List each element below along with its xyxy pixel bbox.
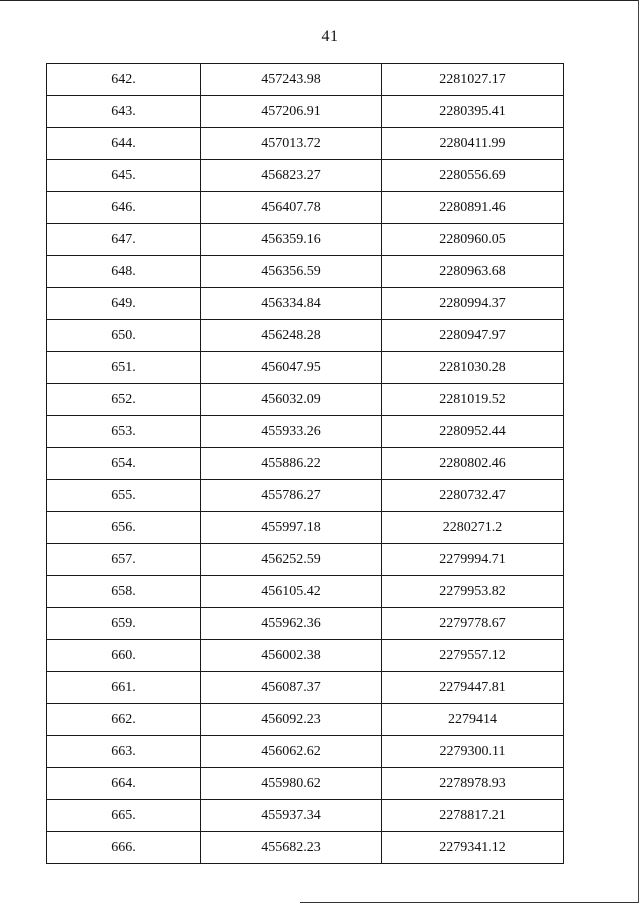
table-row <box>47 64 564 96</box>
row-number-cell: 665. <box>47 800 201 832</box>
table-row <box>47 704 564 736</box>
y-coordinate-cell: 2279414 <box>382 704 564 736</box>
row-number-cell: 654. <box>47 448 201 480</box>
row-number-cell: 643. <box>47 96 201 128</box>
row-number-cell: 663. <box>47 736 201 768</box>
y-coordinate-cell: 2278978.93 <box>382 768 564 800</box>
x-coordinate-cell: 455886.22 <box>201 448 382 480</box>
y-coordinate-cell: 2279994.71 <box>382 544 564 576</box>
y-coordinate-cell: 2278817.21 <box>382 800 564 832</box>
x-coordinate-cell: 455682.23 <box>201 832 382 864</box>
table-row <box>47 768 564 800</box>
x-coordinate-cell: 456823.27 <box>201 160 382 192</box>
y-coordinate-cell: 2279300.11 <box>382 736 564 768</box>
table-row <box>47 352 564 384</box>
x-coordinate-cell: 456334.84 <box>201 288 382 320</box>
row-number-cell: 647. <box>47 224 201 256</box>
y-coordinate-cell: 2280802.46 <box>382 448 564 480</box>
page-edge-right <box>638 0 639 903</box>
y-coordinate-cell: 2279778.67 <box>382 608 564 640</box>
y-coordinate-cell: 2280271.2 <box>382 512 564 544</box>
table-row <box>47 160 564 192</box>
row-number-cell: 656. <box>47 512 201 544</box>
y-coordinate-cell: 2280952.44 <box>382 416 564 448</box>
table-row <box>47 832 564 864</box>
coordinates-table <box>46 63 564 864</box>
row-number-cell: 652. <box>47 384 201 416</box>
row-number-cell: 644. <box>47 128 201 160</box>
x-coordinate-cell: 456359.16 <box>201 224 382 256</box>
row-number-cell: 658. <box>47 576 201 608</box>
x-coordinate-cell: 456248.28 <box>201 320 382 352</box>
row-number-cell: 645. <box>47 160 201 192</box>
y-coordinate-cell: 2279341.12 <box>382 832 564 864</box>
row-number-cell: 655. <box>47 480 201 512</box>
row-number-cell: 666. <box>47 832 201 864</box>
row-number-cell: 657. <box>47 544 201 576</box>
row-number-cell: 662. <box>47 704 201 736</box>
row-number-cell: 664. <box>47 768 201 800</box>
y-coordinate-cell: 2280994.37 <box>382 288 564 320</box>
page-edge-bottom <box>300 902 638 903</box>
y-coordinate-cell: 2279557.12 <box>382 640 564 672</box>
x-coordinate-cell: 456092.23 <box>201 704 382 736</box>
table-row <box>47 640 564 672</box>
row-number-cell: 660. <box>47 640 201 672</box>
y-coordinate-cell: 2281030.28 <box>382 352 564 384</box>
row-number-cell: 642. <box>47 64 201 96</box>
x-coordinate-cell: 456087.37 <box>201 672 382 704</box>
table-row <box>47 256 564 288</box>
y-coordinate-cell: 2279447.81 <box>382 672 564 704</box>
y-coordinate-cell: 2280960.05 <box>382 224 564 256</box>
y-coordinate-cell: 2280732.47 <box>382 480 564 512</box>
table-row <box>47 448 564 480</box>
y-coordinate-cell: 2279953.82 <box>382 576 564 608</box>
row-number-cell: 646. <box>47 192 201 224</box>
table-row <box>47 416 564 448</box>
y-coordinate-cell: 2280947.97 <box>382 320 564 352</box>
page-edge-top <box>0 0 638 1</box>
y-coordinate-cell: 2281019.52 <box>382 384 564 416</box>
y-coordinate-cell: 2281027.17 <box>382 64 564 96</box>
x-coordinate-cell: 456002.38 <box>201 640 382 672</box>
table-row <box>47 128 564 160</box>
table-row <box>47 96 564 128</box>
row-number-cell: 653. <box>47 416 201 448</box>
x-coordinate-cell: 456356.59 <box>201 256 382 288</box>
y-coordinate-cell: 2280395.41 <box>382 96 564 128</box>
row-number-cell: 651. <box>47 352 201 384</box>
table-row <box>47 192 564 224</box>
table-row <box>47 480 564 512</box>
x-coordinate-cell: 456032.09 <box>201 384 382 416</box>
row-number-cell: 659. <box>47 608 201 640</box>
x-coordinate-cell: 456407.78 <box>201 192 382 224</box>
x-coordinate-cell: 456252.59 <box>201 544 382 576</box>
table-row <box>47 672 564 704</box>
x-coordinate-cell: 455962.36 <box>201 608 382 640</box>
page-number: 41 <box>321 28 339 45</box>
y-coordinate-cell: 2280556.69 <box>382 160 564 192</box>
x-coordinate-cell: 456062.62 <box>201 736 382 768</box>
x-coordinate-cell: 455937.34 <box>201 800 382 832</box>
row-number-cell: 661. <box>47 672 201 704</box>
table-row <box>47 224 564 256</box>
row-number-cell: 650. <box>47 320 201 352</box>
y-coordinate-cell: 2280963.68 <box>382 256 564 288</box>
table-row <box>47 384 564 416</box>
x-coordinate-cell: 456047.95 <box>201 352 382 384</box>
x-coordinate-cell: 455786.27 <box>201 480 382 512</box>
table-row <box>47 320 564 352</box>
coordinates-table-body <box>47 64 564 864</box>
table-row <box>47 544 564 576</box>
table-row <box>47 512 564 544</box>
x-coordinate-cell: 456105.42 <box>201 576 382 608</box>
x-coordinate-cell: 457243.98 <box>201 64 382 96</box>
row-number-cell: 649. <box>47 288 201 320</box>
y-coordinate-cell: 2280411.99 <box>382 128 564 160</box>
x-coordinate-cell: 457206.91 <box>201 96 382 128</box>
y-coordinate-cell: 2280891.46 <box>382 192 564 224</box>
table-row <box>47 736 564 768</box>
row-number-cell: 648. <box>47 256 201 288</box>
x-coordinate-cell: 455980.62 <box>201 768 382 800</box>
x-coordinate-cell: 457013.72 <box>201 128 382 160</box>
table-row <box>47 288 564 320</box>
table-row <box>47 576 564 608</box>
table-row <box>47 800 564 832</box>
x-coordinate-cell: 455933.26 <box>201 416 382 448</box>
x-coordinate-cell: 455997.18 <box>201 512 382 544</box>
table-row <box>47 608 564 640</box>
